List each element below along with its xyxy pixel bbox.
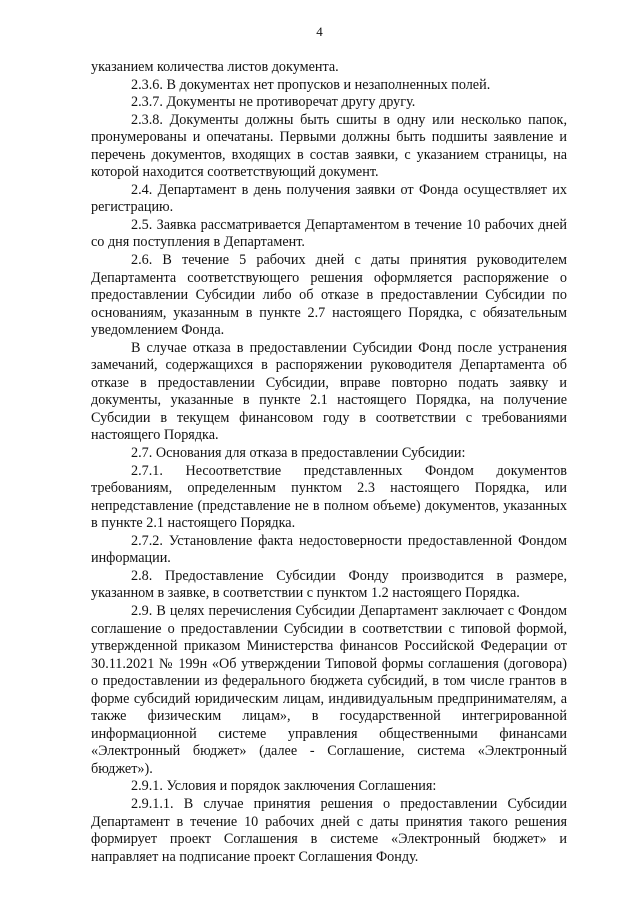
page-number: 4 xyxy=(316,24,323,39)
document-body xyxy=(91,59,567,866)
paragraph-2-9: 2.9. В целях перечисления Субсидии Департамент заключает с Фондом соглашение о предоставлении Субсидии в соответствии с типовой формой, утвержденной приказом Министерства финансов Российской Федерации от 30.11.2021 № 199н «Об утверждении Типовой формы соглашения (договора) о предоставлении из федерального бюджета субсидий, в том числе грантов в форме субсидий юридическим лицам, индивидуальным предпринимателям, а также физическим лицам», в государственной интегрированной информационной системе управления общественными финансами «Электронный бюджет» (далее - Соглашение, система «Электронный бюджет»). xyxy=(91,602,567,777)
paragraph-2-9-1: 2.9.1. Условия и порядок заключения Соглашения: xyxy=(131,778,437,795)
paragraph-2-3-6: 2.3.6. В документах нет пропусков и незаполненных полей. xyxy=(131,76,491,93)
paragraph-2-6: 2.6. В течение 5 рабочих дней с даты принятия руководителем Департамента соответствующего решения оформляется распоряжение о предоставлении Субсидии либо об отказе в предоставлении Субсидии по основаниям, указанным в пункте 2.7 настоящего Порядка, с обязательным уведомлением Фонда. xyxy=(91,252,567,339)
paragraph-continuation: указанием количества листов документа. xyxy=(91,59,339,75)
paragraph-2-3-7: 2.3.7. Документы не противоречат другу другу. xyxy=(131,94,416,111)
paragraph-2-5: 2.5. Заявка рассматривается Департаментом в течение 10 рабочих дней со дня поступления в Департамент. xyxy=(91,216,567,251)
paragraph-2-7-1: 2.7.1. Несоответствие представленных Фондом документов требованиям, определенным пунктом 2.3 настоящего Порядка, или непредставление (представление не в полном объеме) документов, указанных в пункте 2.1 настоящего Порядка. xyxy=(91,462,567,532)
paragraph-2-9-1-1: 2.9.1.1. В случае принятия решения о предоставлении Субсидии Департамент в течение 10 рабочих дней с даты принятия такого решения формирует проект Соглашения в системе «Электронный бюджет» и направляет на подписание проект Соглашения Фонду. xyxy=(91,795,567,865)
paragraph-2-7-2: 2.7.2. Установление факта недостоверности предоставленной Фондом информации. xyxy=(91,532,567,567)
paragraph-2-8: 2.8. Предоставление Субсидии Фонду производится в размере, указанном в заявке, в соответствии с пунктом 1.2 настоящего Порядка. xyxy=(91,567,567,602)
paragraph-refusal: В случае отказа в предоставлении Субсидии Фонд после устранения замечаний, содержащихся в распоряжении руководителя Департамента об отказе в предоставлении Субсидии, вправе повторно подать заявку и документы, указанные в пункте 2.1 настоящего Порядка, на получение Субсидии в текущем финансовом году в соответствии с требованиями настоящего Порядка. xyxy=(91,339,567,444)
paragraph-2-7: 2.7. Основания для отказа в предоставлении Субсидии: xyxy=(131,445,466,462)
paragraph-2-3-8: 2.3.8. Документы должны быть сшиты в одну или несколько папок, пронумерованы и опечатаны. Первыми должны быть подшиты заявление и перечень документов, входящих в состав заявки, с указанием страницы, на которой находится соответствующий документ. xyxy=(91,111,567,181)
paragraph-2-4: 2.4. Департамент в день получения заявки от Фонда осуществляет их регистрацию. xyxy=(91,181,567,216)
